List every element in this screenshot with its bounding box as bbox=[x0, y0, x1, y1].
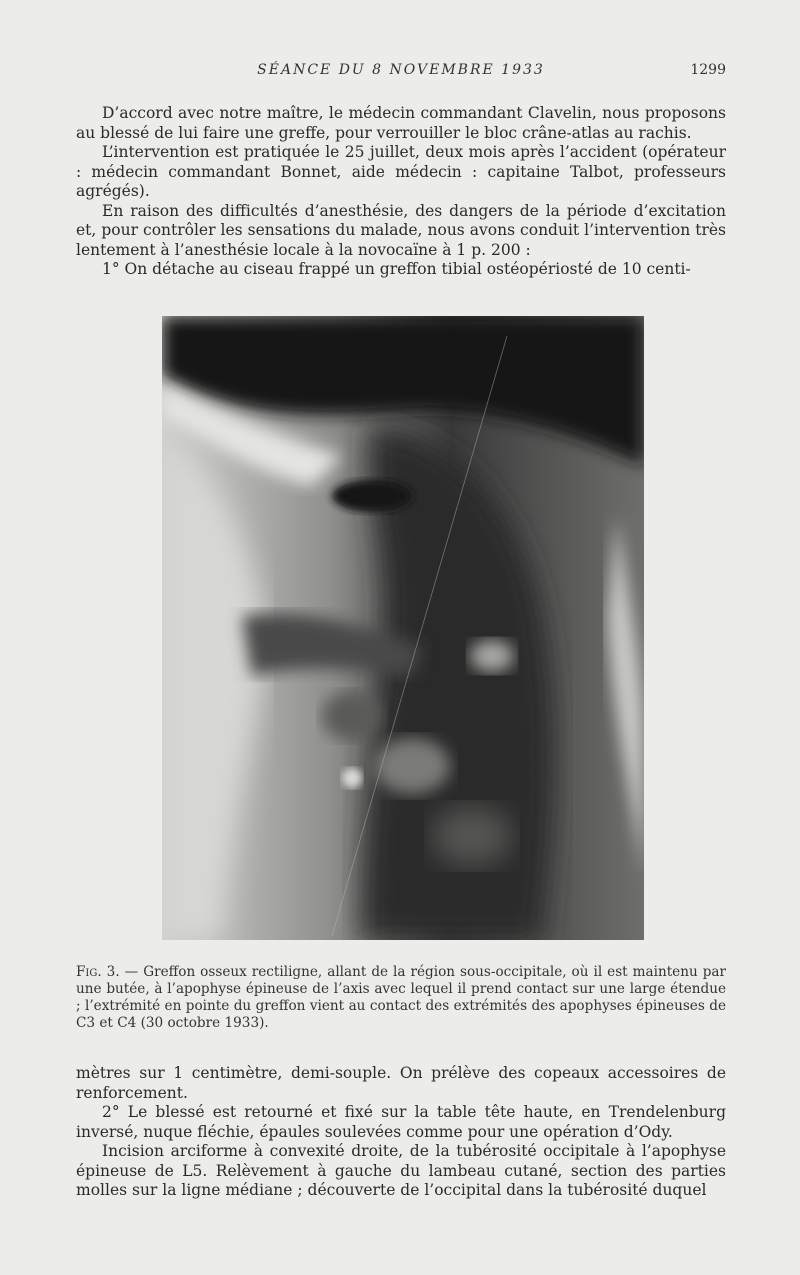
running-title: SÉANCE DU 8 NOVEMBRE 1933 bbox=[257, 62, 545, 78]
paragraph: 2° Le blessé est retourné et fixé sur la table tête haute, en Trendelenburg inversé, nuque fléchie, épaules soulevées comme pour une opération d’Ody. bbox=[76, 1103, 726, 1141]
xray-figure bbox=[162, 316, 644, 940]
paragraph: mètres sur 1 centimètre, demi-souple. On prélève des copeaux accessoires de renforcement. bbox=[76, 1064, 726, 1102]
paragraph: L’intervention est pratiquée le 25 juillet, deux mois après l’accident (opérateur : médecin commandant Bonnet, aide médecin : capitaine Talbot, professeurs agrégés). bbox=[76, 143, 726, 200]
figure-caption-text: — Greffon osseux rectiligne, allant de la région sous-occipitale, où il est maintenu par une butée, à l’apophyse épineuse de l’axis avec lequel il prend contact sur une large étendue ; l’extrémité en pointe du greffon vient au contact des extrémités des apophyses épineuses de C3 et C4 (30 octobre 1933). bbox=[76, 964, 727, 1031]
figure-label: Fig. 3. bbox=[76, 964, 120, 980]
paragraph: Incision arciforme à convexité droite, de la tubérosité occipitale à l’apophyse épineuse de L5. Relèvement à gauche du lambeau cutané, section des parties molles sur la ligne médiane ; découverte de l’occipital dans la tubérosité duquel bbox=[76, 1142, 726, 1199]
body-text-bottom bbox=[76, 1064, 726, 1201]
xray-image bbox=[162, 316, 644, 940]
figure-caption bbox=[76, 964, 726, 1032]
paragraph: D’accord avec notre maître, le médecin commandant Clavelin, nous proposons au blessé de lui faire une greffe, pour verrouiller le bloc crâne-atlas au rachis. bbox=[76, 104, 726, 142]
body-text-top bbox=[76, 104, 726, 280]
paragraph: 1° On détache au ciseau frappé un greffon tibial ostéopériosté de 10 centi- bbox=[102, 260, 691, 278]
paragraph: En raison des difficultés d’anesthésie, des dangers de la période d’excitation et, pour contrôler les sensations du malade, nous avons conduit l’intervention très lentement à l’anesthésie locale à la novocaïne à 1 p. 200 : bbox=[76, 201, 726, 259]
page-number: 1299 bbox=[690, 62, 726, 78]
running-header bbox=[76, 62, 726, 86]
